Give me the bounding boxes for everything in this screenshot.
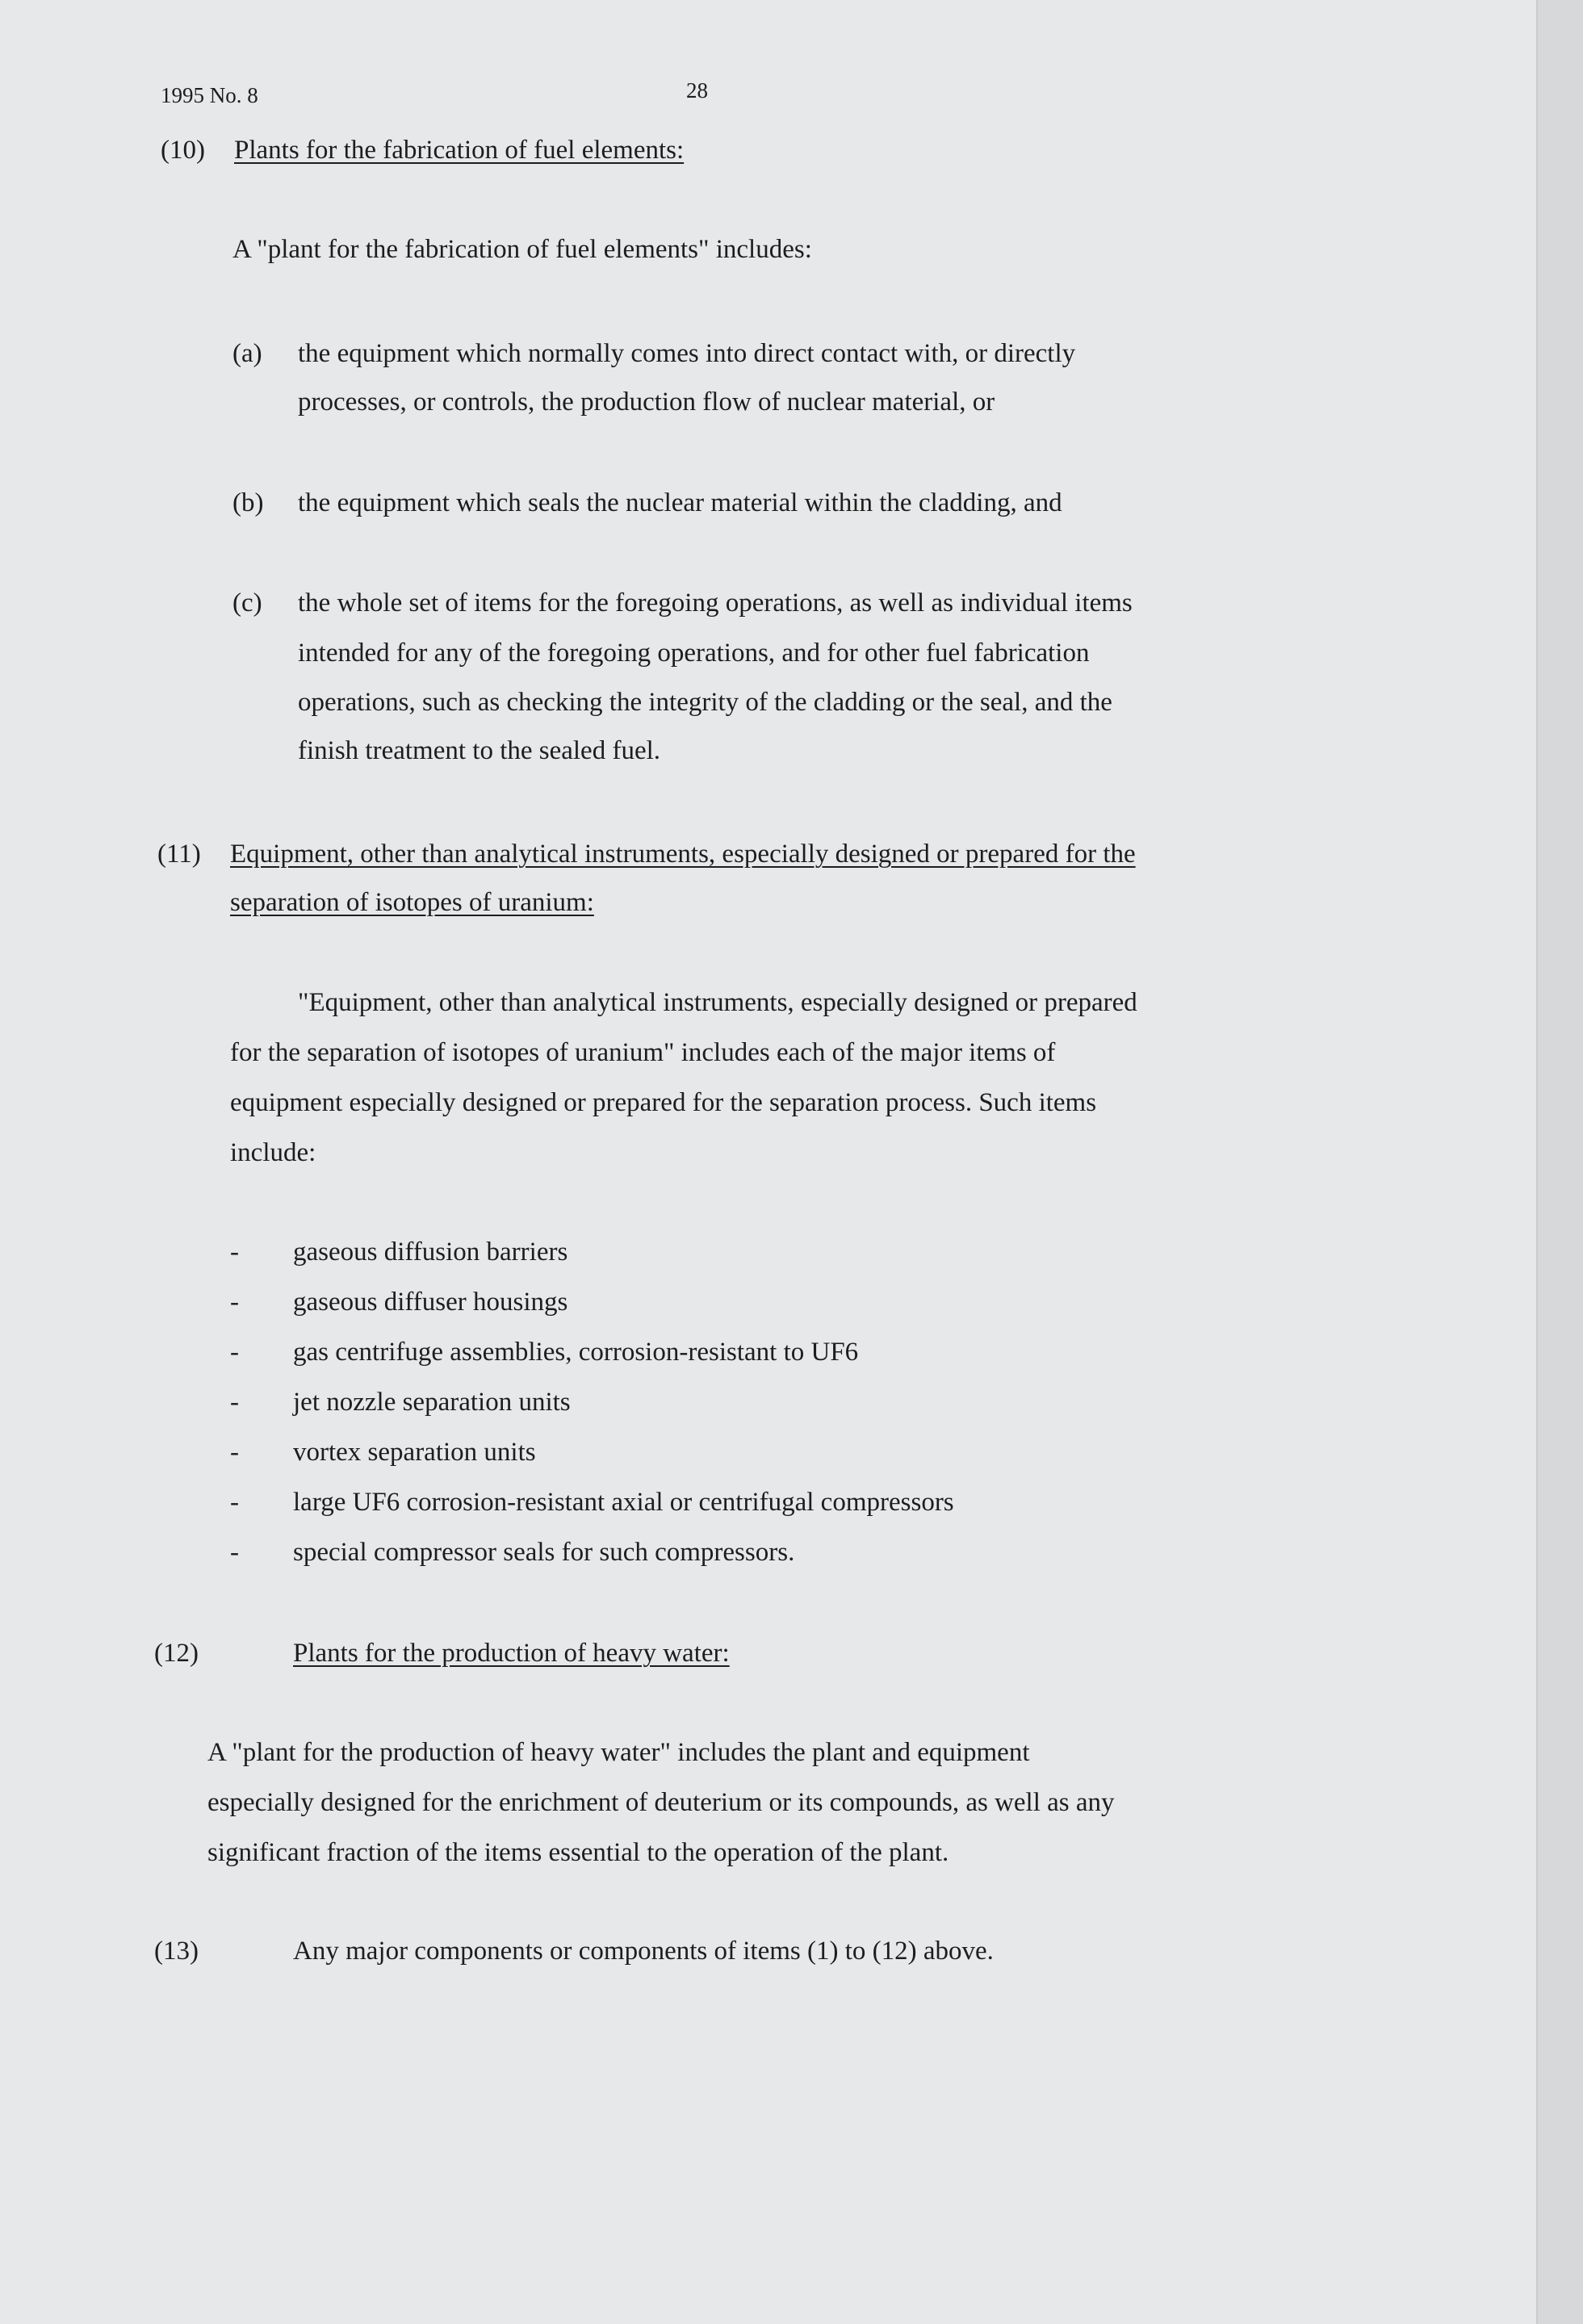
section-11-para-line-3: equipment especially designed or prepared for the separation process. Such items xyxy=(230,1088,1097,1117)
page-edge xyxy=(1536,0,1583,2324)
list-item: large UF6 corrosion-resistant axial or centrifugal compressors xyxy=(293,1488,954,1517)
section-12-para-line-3: significant fraction of the items essential to the operation of the plant. xyxy=(207,1838,949,1867)
item-a-marker: (a) xyxy=(232,339,262,368)
section-12-title: Plants for the production of heavy water: xyxy=(293,1639,730,1668)
list-item: gaseous diffusion barriers xyxy=(293,1237,568,1267)
section-10-title: Plants for the fabrication of fuel elements: xyxy=(234,136,685,165)
list-bullet: - xyxy=(230,1538,239,1567)
header-year-number: 1995 No. 8 xyxy=(161,83,258,107)
item-c-line-4: finish treatment to the sealed fuel. xyxy=(298,736,661,765)
list-item: gas centrifuge assemblies, corrosion-resistant to UF6 xyxy=(293,1338,859,1367)
list-item: gaseous diffuser housings xyxy=(293,1288,568,1317)
section-10-number: (10) xyxy=(161,136,205,165)
section-12-para-line-2: especially designed for the enrichment of deuterium or its compounds, as well as any xyxy=(207,1788,1115,1817)
item-c-line-3: operations, such as checking the integrity of the cladding or the seal, and the xyxy=(298,688,1112,717)
item-a-line-1: the equipment which normally comes into direct contact with, or directly xyxy=(298,339,1076,368)
section-11-para-line-2: for the separation of isotopes of uranium" includes each of the major items of xyxy=(230,1038,1056,1067)
list-bullet: - xyxy=(230,1288,239,1317)
section-13-number: (13) xyxy=(154,1937,199,1966)
section-11-number: (11) xyxy=(157,840,201,869)
section-11-para-line-1: "Equipment, other than analytical instruments, especially designed or prepared xyxy=(298,988,1137,1017)
section-11-para-line-4: include: xyxy=(230,1138,316,1167)
item-c-line-2: intended for any of the foregoing operations, and for other fuel fabrication xyxy=(298,639,1090,668)
list-bullet: - xyxy=(230,1438,239,1467)
section-10-intro: A "plant for the fabrication of fuel elements" includes: xyxy=(232,235,812,264)
list-item: jet nozzle separation units xyxy=(293,1388,571,1417)
item-b-line-1: the equipment which seals the nuclear material within the cladding, and xyxy=(298,488,1062,517)
section-11-title-line-1: Equipment, other than analytical instruments, especially designed or prepared for the xyxy=(230,840,1136,869)
section-11-title-line-2: separation of isotopes of uranium: xyxy=(230,888,594,917)
list-item: vortex separation units xyxy=(293,1438,536,1467)
list-bullet: - xyxy=(230,1388,239,1417)
section-12-para-line-1: A "plant for the production of heavy water" includes the plant and equipment xyxy=(207,1738,1030,1767)
item-c-line-1: the whole set of items for the foregoing operations, as well as individual items xyxy=(298,588,1133,618)
item-b-marker: (b) xyxy=(232,488,264,517)
list-bullet: - xyxy=(230,1237,239,1267)
section-13-text: Any major components or components of items (1) to (12) above. xyxy=(293,1937,994,1966)
list-item: special compressor seals for such compressors. xyxy=(293,1538,795,1567)
section-12-number: (12) xyxy=(154,1639,199,1668)
item-a-line-2: processes, or controls, the production flow of nuclear material, or xyxy=(298,387,995,417)
item-c-marker: (c) xyxy=(232,588,262,618)
list-bullet: - xyxy=(230,1338,239,1367)
list-bullet: - xyxy=(230,1488,239,1517)
page-number: 28 xyxy=(686,78,708,103)
